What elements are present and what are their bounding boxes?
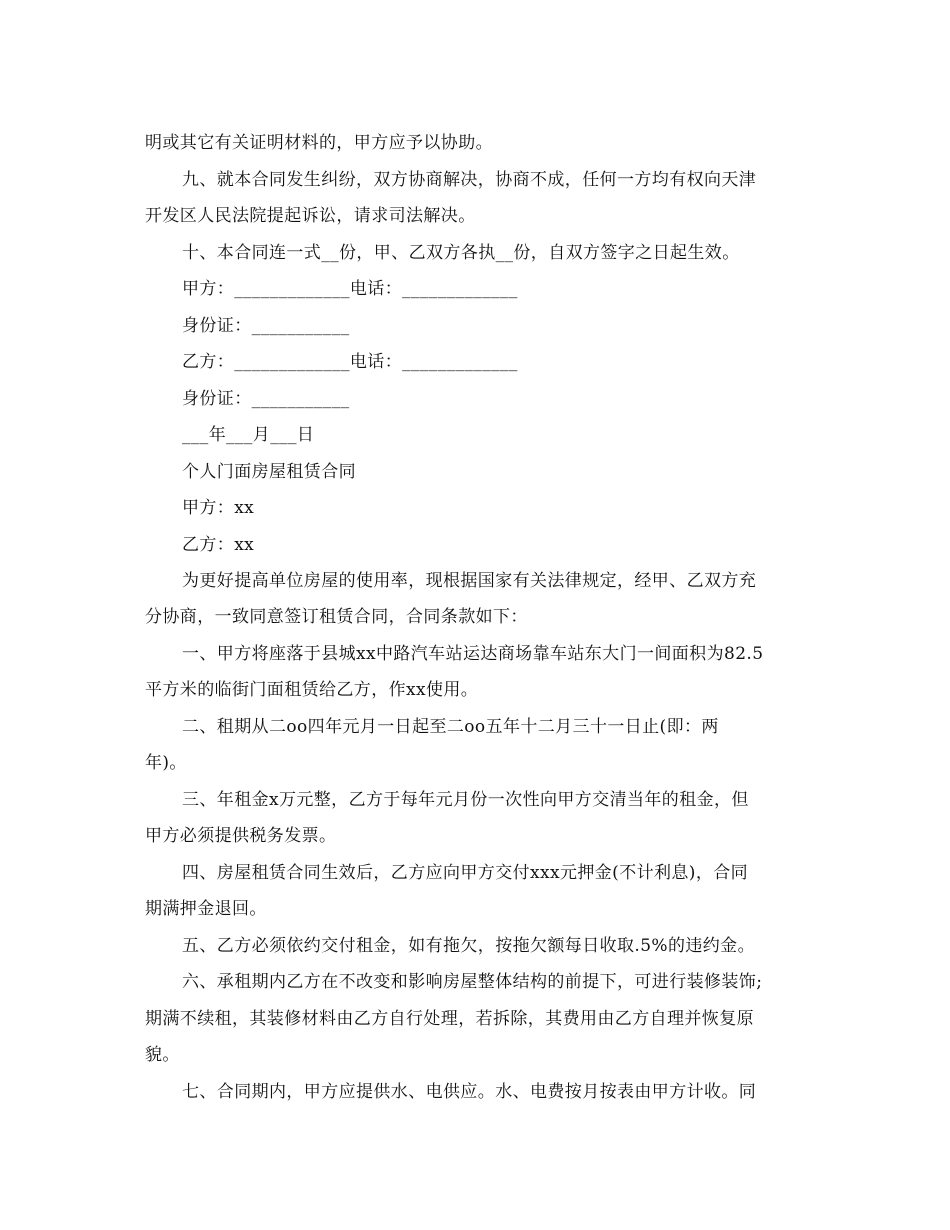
- text-line: 一、甲方将座落于县城xx中路汽车站运达商场靠车站东大门一间面积为82.5: [182, 644, 764, 664]
- text-line: 年)。: [145, 753, 187, 773]
- text-line: 为更好提高单位房屋的使用率，现根据国家有关法律规定，经甲、乙双方充: [182, 571, 757, 591]
- text-line: 平方米的临街门面租赁给乙方，作xx使用。: [145, 680, 479, 700]
- text-line: 貌。: [145, 1045, 180, 1065]
- signature-field-party-b: 乙方：_____________电话：_____________: [182, 352, 518, 372]
- text-line: 期满押金退回。: [145, 899, 267, 919]
- text-line: 明或其它有关证明材料的，甲方应予以协助。: [145, 133, 493, 153]
- signature-field-party-a: 甲方：_____________电话：_____________: [182, 279, 518, 299]
- text-line: 分协商，一致同意签订租赁合同，合同条款如下：: [145, 607, 528, 627]
- text-line: 六、承租期内乙方在不改变和影响房屋整体结构的前提下，可进行装修装饰;: [182, 972, 763, 992]
- text-line: 五、乙方必须依约交付租金，如有拖欠，按拖欠额每日收取.5%的违约金。: [182, 936, 755, 956]
- text-line: 期满不续租，其装修材料由乙方自行处理，若拆除，其费用由乙方自理并恢复原: [145, 1009, 754, 1029]
- text-line: 十、本合同连一式__份，甲、乙双方各执__份，自双方签字之日起生效。: [182, 243, 740, 263]
- section-title: 个人门面房屋租赁合同: [182, 462, 356, 482]
- text-line: 二、租期从二oo四年元月一日起至二oo五年十二月三十一日止(即：两: [182, 717, 719, 737]
- text-line: 开发区人民法院提起诉讼，请求司法解决。: [145, 206, 476, 226]
- date-field: ___年___月___日: [182, 425, 315, 445]
- text-line: 九、就本合同发生纠纷，双方协商解决，协商不成，任何一方均有权向天津: [182, 170, 757, 190]
- text-line: 七、合同期内，甲方应提供水、电供应。水、电费按月按表由甲方计收。同: [182, 1082, 757, 1102]
- text-line: 四、房屋租赁合同生效后，乙方应向甲方交付xxx元押金(不计利息)，合同: [182, 863, 749, 883]
- party-b-line: 乙方：xx: [182, 535, 255, 555]
- text-line: 甲方必须提供税务发票。: [145, 826, 337, 846]
- text-line: 三、年租金x万元整，乙方于每年元月份一次性向甲方交清当年的租金，但: [182, 790, 749, 810]
- id-field-party-a: 身份证：___________: [182, 316, 350, 336]
- id-field-party-b: 身份证：___________: [182, 389, 350, 409]
- party-a-line: 甲方：xx: [182, 498, 255, 518]
